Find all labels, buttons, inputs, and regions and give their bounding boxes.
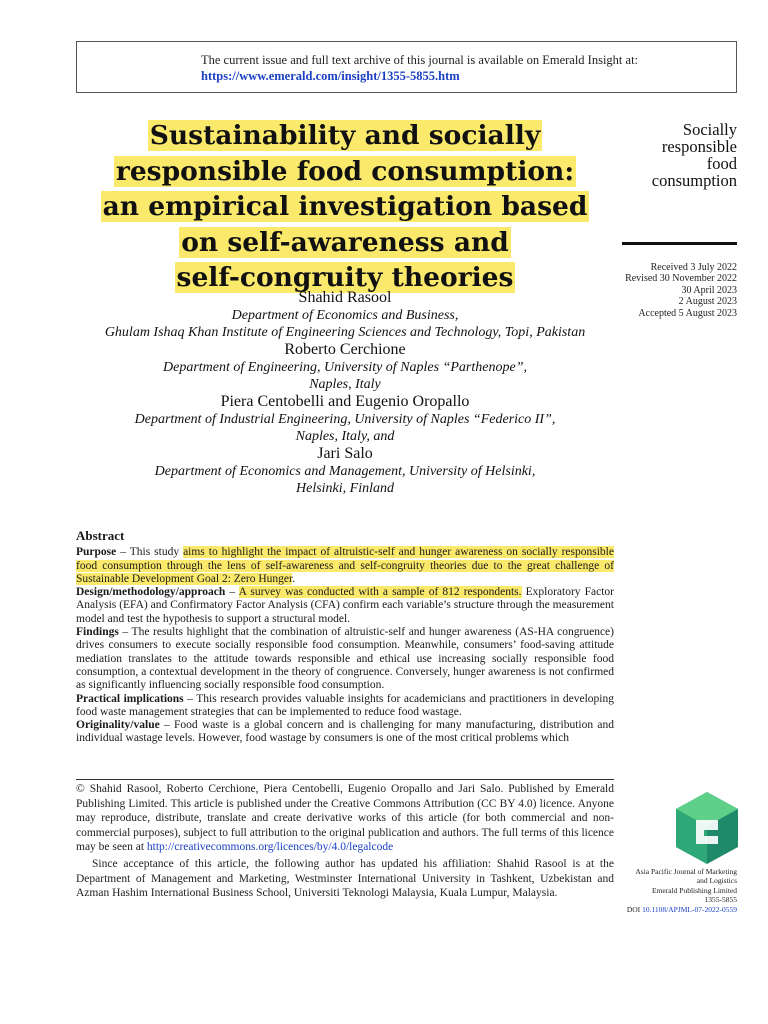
- purpose-label: Purpose: [76, 546, 117, 559]
- purpose-highlight: aims to highlight the impact of altruistic-self and hunger awareness on socially responsible food consumption through the lens of self-awareness and self-congruity theories due to the great challenge of Sustainable Development Goal 2: Zero Hunger: [76, 546, 614, 585]
- design-text: –: [225, 586, 239, 599]
- banner-text: The current issue and full text archive of this journal is available on Emerald Insight at:: [201, 53, 639, 67]
- author-affiliation: Naples, Italy, and: [295, 429, 395, 444]
- author-affiliation: Department of Economics and Management, University of Helsinki,: [154, 464, 536, 479]
- copyright-text: © Shahid Rasool, Roberto Cerchione, Piera Centobelli, Eugenio Oropallo and Jari Salo. Published by Emerald Publishing Limited. This article is published under the Creative Commons Attribution (CC BY 4.0) licence. Anyone may reproduce, distribute, translate and create derivative works of this article (for both commercial and non-commercial purposes), subject to full attribution to the original publication and authors. The full terms of this licence may be seen at: [76, 783, 614, 854]
- author-name: Roberto Cerchione: [284, 341, 406, 358]
- abstract-section: [76, 529, 614, 746]
- footnote-divider: [76, 779, 614, 780]
- abstract-practical: [76, 693, 614, 720]
- findings-text: – The results highlight that the combination of altruistic-self and hunger awareness (AS-HA congruence) drives consumers to execute socially responsible food consumption. Meanwhile, consumers’ food-saving attitude mediation translates to the attitude towards responsible and ethical use increasing socially responsible food consumption, a contextual development in the theory of congruence. Conversely, hunger awareness is not confirmed as significantly influencing socially responsible food consumption.: [76, 626, 614, 692]
- originality-text: – Food waste is a global concern and is challenging for many manufacturing, distribution and individual wastage levels. However, food wastage by consumers is one of the most critical problems which: [76, 719, 614, 745]
- abstract-design: [76, 586, 614, 626]
- licence-link[interactable]: http://creativecommons.org/licences/by/4.0/legalcode: [146, 841, 394, 854]
- article-dates: [625, 262, 737, 319]
- title-line-5: self-congruity theories: [176, 262, 514, 293]
- date-revised-3: 2 August 2023: [678, 296, 737, 308]
- doi-label: DOI: [626, 904, 643, 914]
- side-divider: [622, 242, 737, 245]
- design-label: Design/methodology/approach: [76, 586, 226, 599]
- archive-banner: [76, 41, 737, 93]
- abstract-purpose: [76, 546, 614, 586]
- author-name: Jari Salo: [317, 445, 373, 462]
- title-line-4: on self-awareness and: [181, 226, 509, 258]
- author-affiliation: Naples, Italy: [309, 377, 381, 392]
- date-received: Received 3 July 2022: [650, 262, 737, 273]
- abstract-findings: [76, 626, 614, 692]
- practical-text: – This research provides valuable insights for academicians and practitioners in developing food waste management strategies that can be implemented to reduce food wastage.: [76, 692, 614, 718]
- emerald-logo-icon: [674, 790, 740, 866]
- running-title: [597, 121, 737, 189]
- running-title-line-4: consumption: [651, 171, 737, 190]
- author-affiliation: Helsinki, Finland: [296, 481, 394, 496]
- author-list: [76, 289, 614, 497]
- purpose-text: – This study: [116, 546, 184, 559]
- title-line-3: an empirical investigation based: [102, 191, 588, 222]
- abstract-heading: Abstract: [76, 528, 125, 543]
- abstract-originality: [76, 719, 614, 746]
- journal-name: Asia Pacific Journal of Marketing: [635, 867, 737, 876]
- design-highlight: A survey was conducted with a sample of 812 respondents.: [238, 586, 522, 599]
- originality-label: Originality/value: [76, 719, 160, 732]
- practical-label: Practical implications: [76, 692, 184, 705]
- date-revised: Revised 30 November 2022: [625, 273, 737, 285]
- author-affiliation: Department of Economics and Business,: [231, 308, 459, 323]
- issn: 1355-5855: [704, 895, 737, 905]
- author-affiliation: Department of Industrial Engineering, University of Naples “Federico II”,: [134, 412, 556, 427]
- author-affiliation: Department of Engineering, University of Naples “Parthenope”,: [163, 360, 527, 375]
- running-title-line-2: responsible: [661, 137, 737, 156]
- journal-info: [627, 867, 737, 914]
- publisher: Emerald Publishing Limited: [652, 885, 737, 895]
- purpose-text-end: .: [292, 572, 296, 585]
- date-accepted: Accepted 5 August 2023: [638, 307, 737, 319]
- journal-name-2: and Logistics: [696, 876, 737, 886]
- author-name: Shahid Rasool: [298, 289, 392, 306]
- title-line-2: responsible food consumption:: [115, 155, 575, 187]
- author-name: Piera Centobelli and Eugenio Oropallo: [220, 393, 470, 410]
- running-title-line-1: Socially: [682, 120, 737, 139]
- copyright-footnote: [76, 782, 614, 901]
- findings-label: Findings: [76, 626, 119, 639]
- affiliation-update-paragraph: Since acceptance of this article, the following author has updated his affiliation: Shahid Rasool is at the Department of Management and Marketing, Westminster International University in Tashkent, Uzbekistan and Azman Hashim International Business School, Universiti Teknologi Malaysia, Kuala Lumpur, Malaysia.: [76, 857, 614, 900]
- doi-link[interactable]: 10.1108/APJML-07-2022-0559: [642, 904, 737, 914]
- title-line-1: Sustainability and socially: [149, 120, 541, 151]
- running-title-line-3: food: [706, 154, 737, 173]
- article-title: [76, 118, 614, 296]
- date-revised-2: 30 April 2023: [681, 284, 737, 296]
- doi-line: [627, 905, 737, 914]
- design-text-end: Exploratory Factor Analysis (EFA) and Confirmatory Factor Analysis (CFA) confirm each variable’s structure through the measurement model and test the hypothesis to support a structural model.: [76, 586, 614, 625]
- author-affiliation: Ghulam Ishaq Khan Institute of Engineering Sciences and Technology, Topi, Pakistan: [104, 325, 586, 340]
- banner-text-block: [201, 52, 638, 84]
- copyright-paragraph: [76, 782, 614, 855]
- journal-archive-link[interactable]: https://www.emerald.com/insight/1355-5855.htm: [201, 69, 460, 83]
